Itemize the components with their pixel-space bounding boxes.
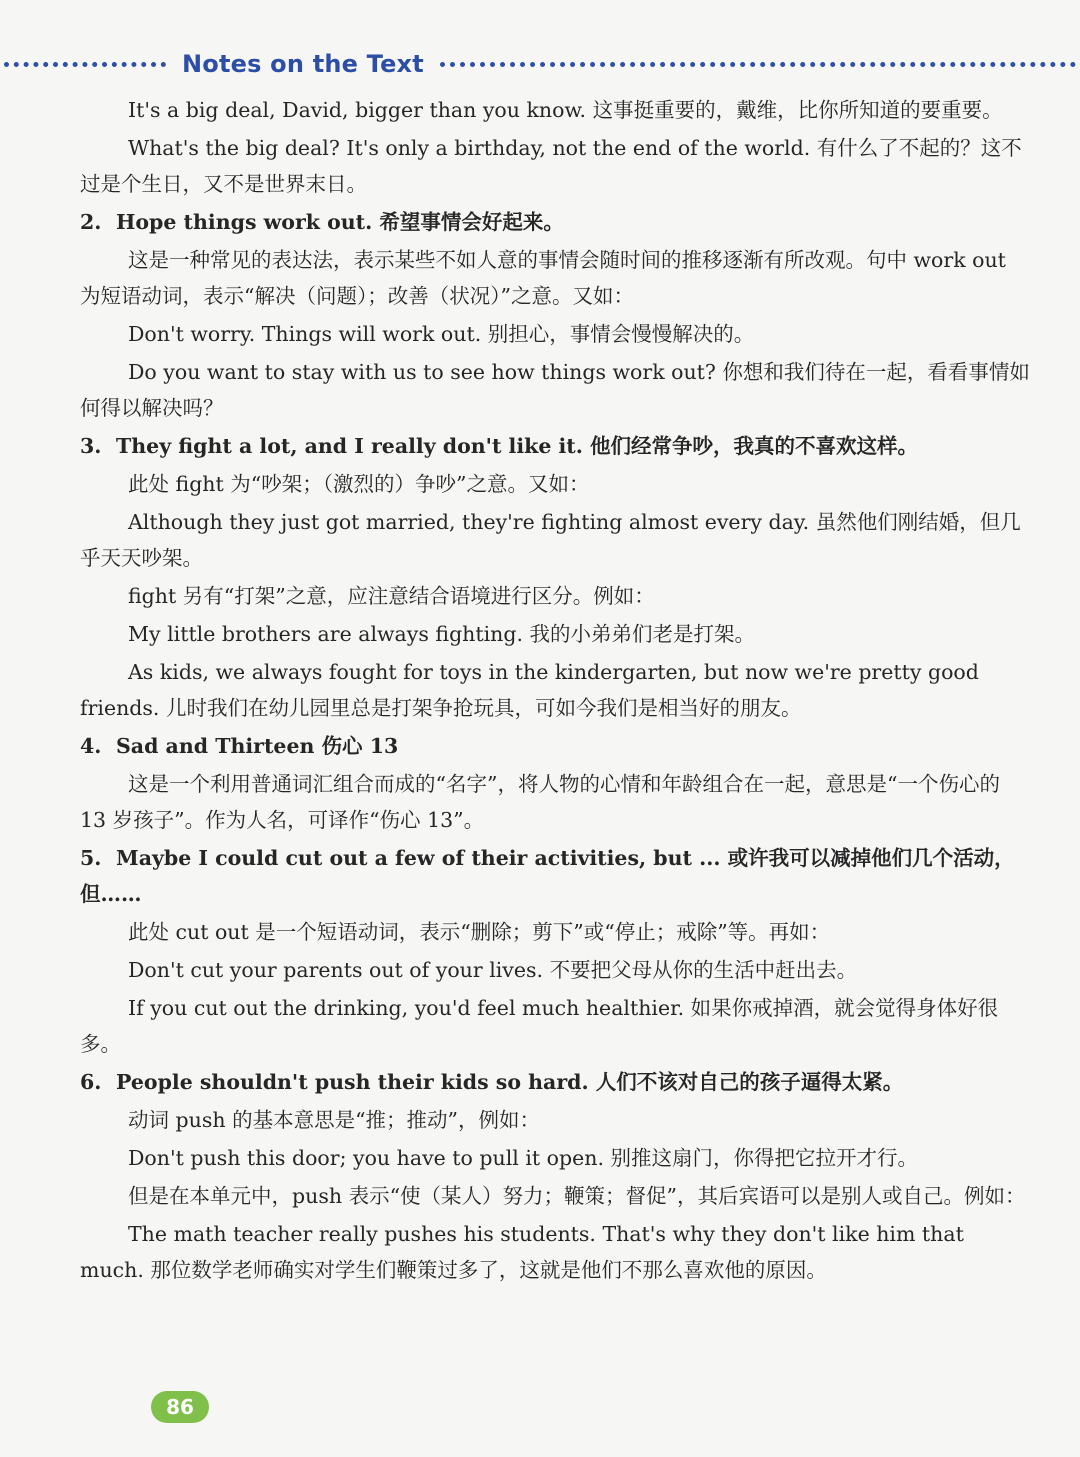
note-number: 4. xyxy=(80,734,102,758)
example-sentence: As kids, we always fought for toys in the kindergarten, but now we're pretty good friends. 儿时我们在幼儿园里总是打架争抢玩具，可如今我们是相当好的朋友。 xyxy=(80,660,979,720)
note-number: 2. xyxy=(80,210,102,234)
note-number: 3. xyxy=(80,434,102,458)
example-sentence: The math teacher really pushes his students. That's why they don't like him that much. 那位数学老师确实对学生们鞭策过多了，这就是他们不那么喜欢他的原因。 xyxy=(80,1222,964,1282)
page-number-badge xyxy=(151,1391,209,1423)
header-dotted-rule-left xyxy=(4,62,166,67)
note-heading-text: They fight a lot, and I really don't like it. 他们经常争吵，我真的不喜欢这样。 xyxy=(116,434,919,458)
example-sentence: If you cut out the drinking, you'd feel much healthier. 如果你戒掉酒，就会觉得身体好很多。 xyxy=(80,996,999,1056)
note-number: 6. xyxy=(80,1070,102,1094)
section-title: Notes on the Text xyxy=(182,50,424,78)
example-sentence: It's a big deal, David, bigger than you know. 这事挺重要的，戴维，比你所知道的要重要。 xyxy=(128,98,1003,122)
example-sentence: Don't worry. Things will work out. 别担心，事情会慢慢解决的。 xyxy=(128,322,755,346)
note-heading xyxy=(80,428,1032,464)
note-heading-text: People shouldn't push their kids so hard. 人们不该对自己的孩子逼得太紧。 xyxy=(116,1070,904,1094)
example-sentence: My little brothers are always fighting. 我的小弟弟们老是打架。 xyxy=(128,622,756,646)
header-dotted-rule-right xyxy=(440,62,1076,67)
explanation-paragraph: 但是在本单元中，push 表示“使（某人）努力；鞭策；督促”，其后宾语可以是别人或自己。例如： xyxy=(128,1184,1026,1208)
section-header xyxy=(0,44,1080,84)
page-number: 86 xyxy=(166,1395,194,1419)
explanation-paragraph: fight 另有“打架”之意，应注意结合语境进行区分。例如： xyxy=(128,584,655,608)
note-heading xyxy=(80,728,1032,764)
explanation-paragraph: 此处 fight 为“吵架；（激烈的）争吵”之意。又如： xyxy=(128,472,590,496)
note-number: 5. xyxy=(80,846,102,870)
note-heading-text: Sad and Thirteen 伤心 13 xyxy=(116,734,399,758)
note-heading xyxy=(80,1064,1032,1100)
explanation-paragraph: 动词 push 的基本意思是“推；推动”，例如： xyxy=(128,1108,541,1132)
explanation-paragraph: 这是一个利用普通词汇组合而成的“名字”，将人物的心情和年龄组合在一起，意思是“一个伤心的 13 岁孩子”。作为人名，可译作“伤心 13”。 xyxy=(80,772,1000,832)
note-heading xyxy=(80,204,1032,240)
example-sentence: Do you want to stay with us to see how things work out? 你想和我们待在一起，看看事情如何得以解决吗？ xyxy=(80,360,1030,420)
explanation-paragraph: 此处 cut out 是一个短语动词，表示“删除；剪下”或“停止；戒除”等。再如： xyxy=(128,920,831,944)
note-heading-text: Maybe I could cut out a few of their activities, but ... 或许我可以减掉他们几个活动，但…… xyxy=(80,846,1015,906)
notes-body xyxy=(80,92,1032,1290)
example-sentence: Although they just got married, they're fighting almost every day. 虽然他们刚结婚，但几乎天天吵架。 xyxy=(80,510,1021,570)
explanation-paragraph: 这是一种常见的表达法，表示某些不如人意的事情会随时间的推移逐渐有所改观。句中 work out 为短语动词，表示“解决（问题）；改善（状况）”之意。又如： xyxy=(80,248,1006,308)
note-heading-text: Hope things work out. 希望事情会好起来。 xyxy=(116,210,564,234)
example-sentence: What's the big deal? It's only a birthday, not the end of the world. 有什么了不起的？这不过是个生日，又不是世界末日。 xyxy=(80,136,1022,196)
example-sentence: Don't push this door; you have to pull it open. 别推这扇门，你得把它拉开才行。 xyxy=(128,1146,918,1170)
example-sentence: Don't cut your parents out of your lives. 不要把父母从你的生活中赶出去。 xyxy=(128,958,858,982)
note-heading xyxy=(80,840,1032,912)
